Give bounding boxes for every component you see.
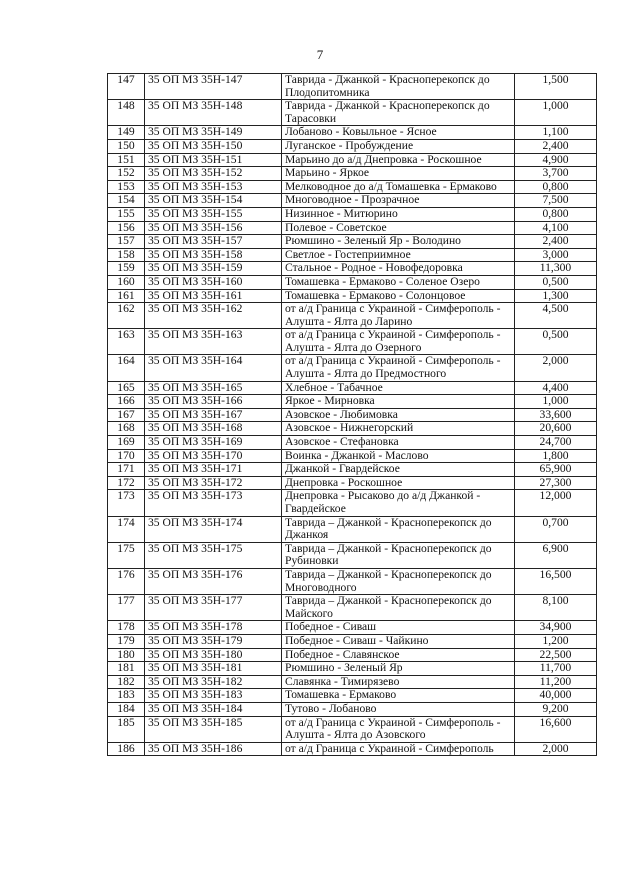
- road-code-cell: 35 ОП МЗ 35Н-147: [145, 74, 282, 100]
- road-length-cell: 2,000: [515, 355, 597, 381]
- road-length-cell: 11,300: [515, 262, 597, 276]
- row-number-cell: 182: [108, 675, 145, 689]
- road-name-cell: Полевое - Советское: [282, 221, 515, 235]
- road-length-cell: 0,800: [515, 180, 597, 194]
- row-number-cell: 162: [108, 303, 145, 329]
- row-number-cell: 164: [108, 355, 145, 381]
- row-number-cell: 150: [108, 139, 145, 153]
- road-length-cell: 11,200: [515, 675, 597, 689]
- road-name-cell: Таврида - Джанкой - Красноперекопск до Тарасовки: [282, 100, 515, 126]
- table-row: [108, 422, 597, 436]
- road-length-cell: 2,000: [515, 742, 597, 756]
- table-row: [108, 675, 597, 689]
- road-code-cell: 35 ОП МЗ 35Н-157: [145, 235, 282, 249]
- road-code-cell: 35 ОП МЗ 35Н-172: [145, 476, 282, 490]
- road-length-cell: 1,000: [515, 100, 597, 126]
- road-name-cell: Стальное - Родное - Новофедоровка: [282, 262, 515, 276]
- page-number: 7: [316, 47, 324, 62]
- table-row: [108, 381, 597, 395]
- road-length-cell: 1,300: [515, 289, 597, 303]
- row-number-cell: 172: [108, 476, 145, 490]
- row-number-cell: 173: [108, 490, 145, 516]
- road-length-cell: 2,400: [515, 139, 597, 153]
- table-row: [108, 595, 597, 621]
- road-name-cell: Томашевка - Ермаково - Соленое Озеро: [282, 275, 515, 289]
- table-row: [108, 490, 597, 516]
- road-code-cell: 35 ОП МЗ 35Н-170: [145, 449, 282, 463]
- road-code-cell: 35 ОП МЗ 35Н-166: [145, 395, 282, 409]
- road-code-cell: 35 ОП МЗ 35Н-182: [145, 675, 282, 689]
- table-row: [108, 194, 597, 208]
- row-number-cell: 159: [108, 262, 145, 276]
- road-name-cell: Низинное - Митюрино: [282, 207, 515, 221]
- road-code-cell: 35 ОП МЗ 35Н-174: [145, 516, 282, 542]
- table-row: [108, 207, 597, 221]
- table-row: [108, 139, 597, 153]
- road-name-cell: Воинка - Джанкой - Маслово: [282, 449, 515, 463]
- road-name-cell: Многоводное - Прозрачное: [282, 194, 515, 208]
- table-row: [108, 100, 597, 126]
- road-code-cell: 35 ОП МЗ 35Н-183: [145, 689, 282, 703]
- road-code-cell: 35 ОП МЗ 35Н-165: [145, 381, 282, 395]
- road-code-cell: 35 ОП МЗ 35Н-156: [145, 221, 282, 235]
- table-row: [108, 329, 597, 355]
- road-length-cell: 1,800: [515, 449, 597, 463]
- road-length-cell: 9,200: [515, 702, 597, 716]
- road-code-cell: 35 ОП МЗ 35Н-152: [145, 167, 282, 181]
- road-length-cell: 27,300: [515, 476, 597, 490]
- row-number-cell: 169: [108, 436, 145, 450]
- roads-table-body: [108, 74, 597, 756]
- row-number-cell: 156: [108, 221, 145, 235]
- road-name-cell: Томашевка - Ермаково: [282, 689, 515, 703]
- road-code-cell: 35 ОП МЗ 35Н-155: [145, 207, 282, 221]
- road-name-cell: Победное - Сиваш - Чайкино: [282, 634, 515, 648]
- row-number-cell: 157: [108, 235, 145, 249]
- road-name-cell: Луганское - Пробуждение: [282, 139, 515, 153]
- table-row: [108, 702, 597, 716]
- row-number-cell: 170: [108, 449, 145, 463]
- road-code-cell: 35 ОП МЗ 35Н-179: [145, 634, 282, 648]
- road-code-cell: 35 ОП МЗ 35Н-162: [145, 303, 282, 329]
- row-number-cell: 158: [108, 248, 145, 262]
- row-number-cell: 161: [108, 289, 145, 303]
- road-code-cell: 35 ОП МЗ 35Н-164: [145, 355, 282, 381]
- row-number-cell: 154: [108, 194, 145, 208]
- row-number-cell: 167: [108, 408, 145, 422]
- row-number-cell: 155: [108, 207, 145, 221]
- table-row: [108, 126, 597, 140]
- road-code-cell: 35 ОП МЗ 35Н-186: [145, 742, 282, 756]
- road-name-cell: Марьино - Яркое: [282, 167, 515, 181]
- row-number-cell: 168: [108, 422, 145, 436]
- table-row: [108, 395, 597, 409]
- road-code-cell: 35 ОП МЗ 35Н-180: [145, 648, 282, 662]
- road-code-cell: 35 ОП МЗ 35Н-159: [145, 262, 282, 276]
- road-code-cell: 35 ОП МЗ 35Н-169: [145, 436, 282, 450]
- road-length-cell: 2,400: [515, 235, 597, 249]
- road-length-cell: 3,700: [515, 167, 597, 181]
- road-length-cell: 34,900: [515, 621, 597, 635]
- table-row: [108, 716, 597, 742]
- road-name-cell: Победное - Сиваш: [282, 621, 515, 635]
- table-row: [108, 167, 597, 181]
- road-length-cell: 3,000: [515, 248, 597, 262]
- table-row: [108, 542, 597, 568]
- road-name-cell: Яркое - Мирновка: [282, 395, 515, 409]
- row-number-cell: 171: [108, 463, 145, 477]
- road-code-cell: 35 ОП МЗ 35Н-168: [145, 422, 282, 436]
- row-number-cell: 148: [108, 100, 145, 126]
- road-name-cell: Лобаново - Ковыльное - Ясное: [282, 126, 515, 140]
- table-row: [108, 436, 597, 450]
- road-name-cell: Светлое - Гостеприимное: [282, 248, 515, 262]
- road-code-cell: 35 ОП МЗ 35Н-158: [145, 248, 282, 262]
- table-row: [108, 476, 597, 490]
- road-code-cell: 35 ОП МЗ 35Н-175: [145, 542, 282, 568]
- table-row: [108, 463, 597, 477]
- road-name-cell: Таврида – Джанкой - Красноперекопск до Джанкоя: [282, 516, 515, 542]
- road-name-cell: Таврида – Джанкой - Красноперекопск до Многоводного: [282, 568, 515, 594]
- row-number-cell: 184: [108, 702, 145, 716]
- road-length-cell: 8,100: [515, 595, 597, 621]
- road-name-cell: Рюмшино - Зеленый Яр - Володино: [282, 235, 515, 249]
- row-number-cell: 149: [108, 126, 145, 140]
- road-length-cell: 4,400: [515, 381, 597, 395]
- road-name-cell: Мелководное до а/д Томашевка - Ермаково: [282, 180, 515, 194]
- row-number-cell: 166: [108, 395, 145, 409]
- row-number-cell: 151: [108, 153, 145, 167]
- road-code-cell: 35 ОП МЗ 35Н-177: [145, 595, 282, 621]
- road-name-cell: Тутово - Лобаново: [282, 702, 515, 716]
- road-length-cell: 40,000: [515, 689, 597, 703]
- road-name-cell: от а/д Граница с Украиной - Симферополь - Алушта - Ялта до Азовского: [282, 716, 515, 742]
- road-length-cell: 1,100: [515, 126, 597, 140]
- road-name-cell: Днепровка - Рысаково до а/д Джанкой - Гвардейское: [282, 490, 515, 516]
- table-row: [108, 235, 597, 249]
- row-number-cell: 177: [108, 595, 145, 621]
- row-number-cell: 186: [108, 742, 145, 756]
- road-code-cell: 35 ОП МЗ 35Н-184: [145, 702, 282, 716]
- table-row: [108, 248, 597, 262]
- row-number-cell: 160: [108, 275, 145, 289]
- table-row: [108, 634, 597, 648]
- row-number-cell: 147: [108, 74, 145, 100]
- row-number-cell: 180: [108, 648, 145, 662]
- road-length-cell: 1,000: [515, 395, 597, 409]
- road-name-cell: Таврида – Джанкой - Красноперекопск до Майского: [282, 595, 515, 621]
- road-length-cell: 33,600: [515, 408, 597, 422]
- row-number-cell: 152: [108, 167, 145, 181]
- road-code-cell: 35 ОП МЗ 35Н-181: [145, 662, 282, 676]
- row-number-cell: 165: [108, 381, 145, 395]
- table-row: [108, 303, 597, 329]
- row-number-cell: 163: [108, 329, 145, 355]
- road-code-cell: 35 ОП МЗ 35Н-176: [145, 568, 282, 594]
- roads-table: [107, 73, 597, 756]
- road-name-cell: Томашевка - Ермаково - Солонцовое: [282, 289, 515, 303]
- road-name-cell: Таврида – Джанкой - Красноперекопск до Рубиновки: [282, 542, 515, 568]
- table-row: [108, 153, 597, 167]
- row-number-cell: 179: [108, 634, 145, 648]
- road-length-cell: 20,600: [515, 422, 597, 436]
- road-name-cell: Азовское - Нижнегорский: [282, 422, 515, 436]
- road-name-cell: Победное - Славянское: [282, 648, 515, 662]
- road-length-cell: 0,700: [515, 516, 597, 542]
- road-length-cell: 4,100: [515, 221, 597, 235]
- row-number-cell: 174: [108, 516, 145, 542]
- table-row: [108, 180, 597, 194]
- road-length-cell: 6,900: [515, 542, 597, 568]
- road-code-cell: 35 ОП МЗ 35Н-148: [145, 100, 282, 126]
- road-length-cell: 1,500: [515, 74, 597, 100]
- table-row: [108, 275, 597, 289]
- row-number-cell: 176: [108, 568, 145, 594]
- road-code-cell: 35 ОП МЗ 35Н-178: [145, 621, 282, 635]
- road-length-cell: 4,900: [515, 153, 597, 167]
- road-name-cell: Хлебное - Табачное: [282, 381, 515, 395]
- road-length-cell: 7,500: [515, 194, 597, 208]
- road-name-cell: Азовское - Любимовка: [282, 408, 515, 422]
- row-number-cell: 178: [108, 621, 145, 635]
- row-number-cell: 181: [108, 662, 145, 676]
- road-code-cell: 35 ОП МЗ 35Н-150: [145, 139, 282, 153]
- road-length-cell: 1,200: [515, 634, 597, 648]
- table-row: [108, 262, 597, 276]
- road-name-cell: Азовское - Стефановка: [282, 436, 515, 450]
- road-length-cell: 0,800: [515, 207, 597, 221]
- road-code-cell: 35 ОП МЗ 35Н-149: [145, 126, 282, 140]
- road-code-cell: 35 ОП МЗ 35Н-163: [145, 329, 282, 355]
- table-row: [108, 516, 597, 542]
- table-row: [108, 449, 597, 463]
- table-row: [108, 355, 597, 381]
- road-name-cell: Рюмшино - Зеленый Яр: [282, 662, 515, 676]
- road-name-cell: Славянка - Тимирязево: [282, 675, 515, 689]
- table-row: [108, 621, 597, 635]
- road-code-cell: 35 ОП МЗ 35Н-171: [145, 463, 282, 477]
- table-row: [108, 408, 597, 422]
- road-code-cell: 35 ОП МЗ 35Н-154: [145, 194, 282, 208]
- road-name-cell: от а/д Граница с Украиной - Симферополь: [282, 742, 515, 756]
- road-length-cell: 24,700: [515, 436, 597, 450]
- road-code-cell: 35 ОП МЗ 35Н-153: [145, 180, 282, 194]
- table-row: [108, 74, 597, 100]
- road-name-cell: Таврида - Джанкой - Красноперекопск до Плодопитомника: [282, 74, 515, 100]
- road-length-cell: 11,700: [515, 662, 597, 676]
- road-code-cell: 35 ОП МЗ 35Н-173: [145, 490, 282, 516]
- road-length-cell: 4,500: [515, 303, 597, 329]
- road-name-cell: от а/д Граница с Украиной - Симферополь - Алушта - Ялта до Предмостного: [282, 355, 515, 381]
- road-name-cell: Джанкой - Гвардейское: [282, 463, 515, 477]
- table-row: [108, 742, 597, 756]
- road-length-cell: 22,500: [515, 648, 597, 662]
- road-name-cell: от а/д Граница с Украиной - Симферополь - Алушта - Ялта до Озерного: [282, 329, 515, 355]
- table-row: [108, 221, 597, 235]
- table-row: [108, 648, 597, 662]
- table-row: [108, 289, 597, 303]
- row-number-cell: 185: [108, 716, 145, 742]
- table-row: [108, 568, 597, 594]
- road-code-cell: 35 ОП МЗ 35Н-151: [145, 153, 282, 167]
- road-code-cell: 35 ОП МЗ 35Н-185: [145, 716, 282, 742]
- road-length-cell: 16,500: [515, 568, 597, 594]
- road-code-cell: 35 ОП МЗ 35Н-167: [145, 408, 282, 422]
- row-number-cell: 183: [108, 689, 145, 703]
- road-code-cell: 35 ОП МЗ 35Н-161: [145, 289, 282, 303]
- table-row: [108, 662, 597, 676]
- road-length-cell: 16,600: [515, 716, 597, 742]
- row-number-cell: 175: [108, 542, 145, 568]
- table-row: [108, 689, 597, 703]
- road-length-cell: 0,500: [515, 329, 597, 355]
- road-name-cell: Днепровка - Роскошное: [282, 476, 515, 490]
- row-number-cell: 153: [108, 180, 145, 194]
- road-length-cell: 65,900: [515, 463, 597, 477]
- road-name-cell: Марьино до а/д Днепровка - Роскошное: [282, 153, 515, 167]
- road-name-cell: от а/д Граница с Украиной - Симферополь - Алушта - Ялта до Ларино: [282, 303, 515, 329]
- road-length-cell: 0,500: [515, 275, 597, 289]
- road-code-cell: 35 ОП МЗ 35Н-160: [145, 275, 282, 289]
- road-length-cell: 12,000: [515, 490, 597, 516]
